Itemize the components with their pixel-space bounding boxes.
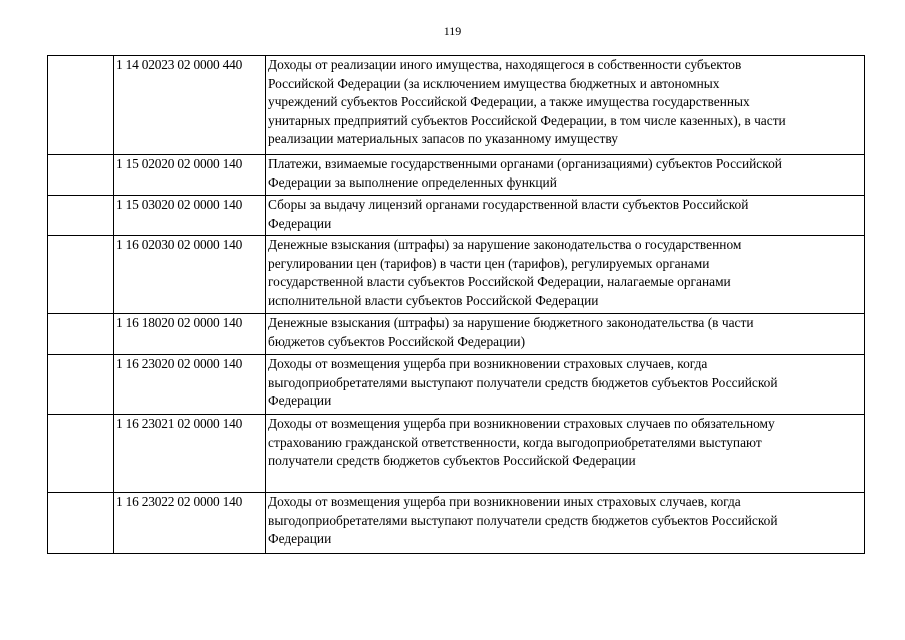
description-line: регулировании цен (тарифов) в части цен (тарифов), регулируемых органами bbox=[268, 255, 710, 271]
description-line: выгодоприобретателями выступают получатели средств бюджетов субъектов Российской bbox=[268, 374, 778, 390]
description-line: Федерации за выполнение определенных функций bbox=[268, 174, 557, 190]
description-line: Доходы от возмещения ущерба при возникновении иных страховых случаев, когда bbox=[268, 494, 741, 509]
description-line: Федерации bbox=[268, 531, 332, 547]
blank-cell bbox=[48, 493, 114, 554]
description-line: бюджетов субъектов Российской Федерации) bbox=[268, 333, 526, 349]
table-row bbox=[48, 56, 865, 155]
description-line: получатели средств бюджетов субъектов Российской Федерации bbox=[268, 453, 636, 469]
table-row bbox=[48, 314, 865, 355]
blank-cell bbox=[48, 56, 114, 155]
table-row bbox=[48, 236, 865, 314]
blank-cell bbox=[48, 314, 114, 355]
revenue-code: 1 16 18020 02 0000 140 bbox=[114, 314, 266, 355]
description-line: Российской Федерации (за исключением имущества бюджетных и автономных bbox=[268, 75, 720, 91]
description-line: государственной власти субъектов Российской Федерации, налагаемые органами bbox=[268, 274, 731, 290]
revenue-code: 1 14 02023 02 0000 440 bbox=[114, 56, 266, 155]
revenue-code: 1 16 23021 02 0000 140 bbox=[114, 415, 266, 493]
revenue-code: 1 15 02020 02 0000 140 bbox=[114, 155, 266, 196]
revenue-code: 1 16 23022 02 0000 140 bbox=[114, 493, 266, 554]
revenue-description bbox=[266, 355, 865, 415]
revenue-description bbox=[266, 56, 865, 155]
description-line: учреждений субъектов Российской Федерации, а также имущества государственных bbox=[268, 94, 750, 110]
table-row bbox=[48, 493, 865, 554]
blank-cell bbox=[48, 155, 114, 196]
description-line: унитарных предприятий субъектов Российской Федерации, в том числе казенных), в части bbox=[268, 112, 786, 128]
revenue-code: 1 16 23020 02 0000 140 bbox=[114, 355, 266, 415]
revenue-code: 1 15 03020 02 0000 140 bbox=[114, 196, 266, 236]
description-line: выгодоприобретателями выступают получатели средств бюджетов субъектов Российской bbox=[268, 512, 778, 528]
page-number: 119 bbox=[443, 24, 462, 38]
table-row bbox=[48, 355, 865, 415]
table-row bbox=[48, 196, 865, 236]
revenue-description bbox=[266, 493, 865, 554]
blank-cell bbox=[48, 415, 114, 493]
revenue-code: 1 16 02030 02 0000 140 bbox=[114, 236, 266, 314]
revenue-code-table bbox=[47, 55, 865, 554]
revenue-description bbox=[266, 196, 865, 236]
description-line: реализации материальных запасов по указанному имуществу bbox=[268, 131, 618, 147]
blank-cell bbox=[48, 355, 114, 415]
revenue-description bbox=[266, 415, 865, 493]
description-line: Доходы от возмещения ущерба при возникновении страховых случаев по обязательному bbox=[268, 416, 775, 431]
revenue-description bbox=[266, 236, 865, 314]
blank-cell bbox=[48, 236, 114, 314]
description-line: Денежные взыскания (штрафы) за нарушение бюджетного законодательства (в части bbox=[268, 315, 754, 330]
description-line: Сборы за выдачу лицензий органами государственной власти субъектов Российской bbox=[268, 197, 749, 212]
description-line: исполнительной власти субъектов Российской Федерации bbox=[268, 292, 599, 308]
description-line: Денежные взыскания (штрафы) за нарушение законодательства о государственном bbox=[268, 237, 742, 252]
description-line: Платежи, взимаемые государственными органами (организациями) субъектов Российской bbox=[268, 156, 782, 171]
description-line: Доходы от реализации иного имущества, находящегося в собственности субъектов bbox=[268, 57, 742, 72]
description-line: Доходы от возмещения ущерба при возникновении страховых случаев, когда bbox=[268, 356, 708, 371]
description-line: Федерации bbox=[268, 215, 332, 231]
table-row bbox=[48, 155, 865, 196]
table-row bbox=[48, 415, 865, 493]
revenue-description bbox=[266, 314, 865, 355]
blank-cell bbox=[48, 196, 114, 236]
description-line: страхованию гражданской ответственности, когда выгодоприобретателями выступают bbox=[268, 434, 762, 450]
revenue-description bbox=[266, 155, 865, 196]
description-line: Федерации bbox=[268, 393, 332, 409]
